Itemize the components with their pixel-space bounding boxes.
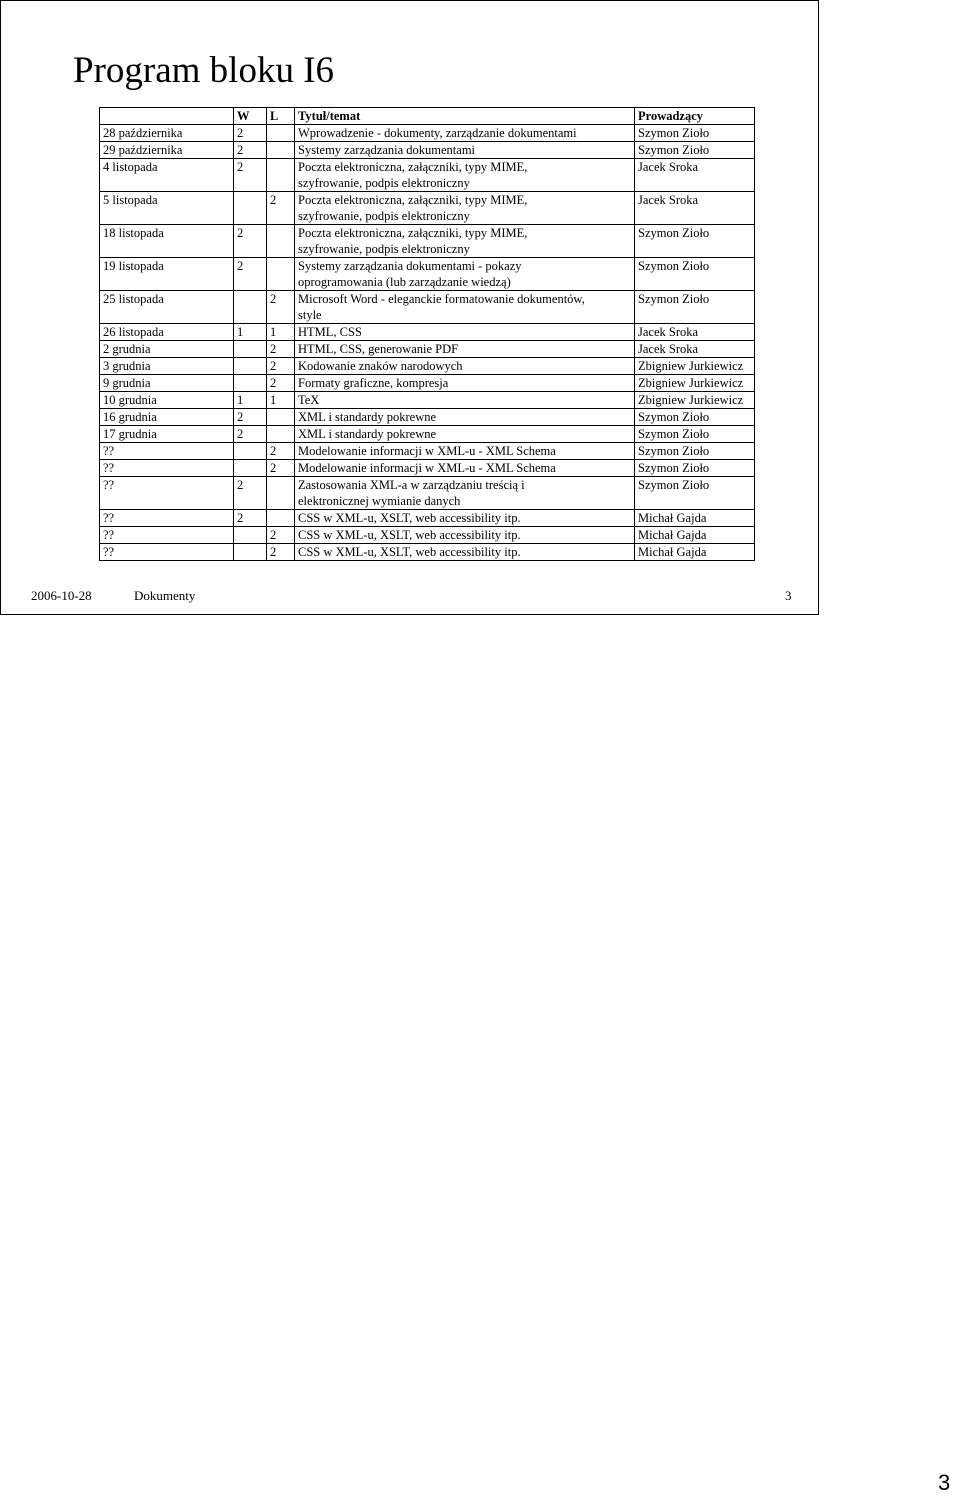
slide	[0, 0, 819, 615]
cell-date: ??	[100, 460, 234, 477]
cell-w: 2	[234, 510, 267, 527]
cell-date: 17 grudnia	[100, 426, 234, 443]
table-body	[100, 125, 755, 561]
cell-date: 2 grudnia	[100, 341, 234, 358]
cell-w: 2	[234, 125, 267, 142]
schedule-table	[99, 107, 755, 561]
cell-w: 2	[234, 159, 267, 192]
cell-lead: Szymon Zioło	[635, 125, 755, 142]
header-date	[100, 108, 234, 125]
cell-date: 4 listopada	[100, 159, 234, 192]
table-row	[100, 142, 755, 159]
table-header-row	[100, 108, 755, 125]
table-row	[100, 258, 755, 291]
topic-line-continued: szyfrowanie, podpis elektroniczny	[298, 242, 470, 256]
cell-topic	[295, 225, 635, 258]
cell-lead: Szymon Zioło	[635, 477, 755, 510]
table-row	[100, 125, 755, 142]
topic-line: Poczta elektroniczna, załączniki, typy MIME,	[298, 193, 528, 207]
cell-topic	[295, 527, 635, 544]
topic-line: Poczta elektroniczna, załączniki, typy MIME,	[298, 160, 528, 174]
table-row	[100, 192, 755, 225]
cell-l	[267, 142, 295, 159]
cell-l: 2	[267, 527, 295, 544]
cell-w	[234, 443, 267, 460]
cell-topic	[295, 258, 635, 291]
header-l: L	[267, 108, 295, 125]
cell-date: 5 listopada	[100, 192, 234, 225]
cell-date: 28 października	[100, 125, 234, 142]
cell-w: 2	[234, 142, 267, 159]
table-row	[100, 159, 755, 192]
cell-topic	[295, 358, 635, 375]
topic-line: Poczta elektroniczna, załączniki, typy MIME,	[298, 226, 528, 240]
cell-lead: Szymon Zioło	[635, 426, 755, 443]
cell-lead: Jacek Sroka	[635, 192, 755, 225]
cell-date: 16 grudnia	[100, 409, 234, 426]
cell-topic	[295, 125, 635, 142]
cell-date: 9 grudnia	[100, 375, 234, 392]
cell-l	[267, 426, 295, 443]
table-row	[100, 544, 755, 561]
cell-w	[234, 460, 267, 477]
cell-w	[234, 375, 267, 392]
cell-topic	[295, 477, 635, 510]
cell-lead: Zbigniew Jurkiewicz	[635, 375, 755, 392]
cell-l	[267, 258, 295, 291]
cell-lead: Michał Gajda	[635, 544, 755, 561]
topic-line-continued: oprogramowania (lub zarządzanie wiedzą)	[298, 275, 511, 289]
cell-lead: Jacek Sroka	[635, 159, 755, 192]
cell-l: 2	[267, 375, 295, 392]
topic-line: Microsoft Word - eleganckie formatowanie dokumentów,	[298, 292, 585, 306]
slide-title: Program bloku I6	[73, 50, 335, 91]
cell-w	[234, 358, 267, 375]
cell-date: 26 listopada	[100, 324, 234, 341]
cell-topic	[295, 544, 635, 561]
cell-w: 2	[234, 409, 267, 426]
topic-line: HTML, CSS, generowanie PDF	[298, 342, 459, 356]
topic-line: Formaty graficzne, kompresja	[298, 376, 449, 390]
topic-line-continued: szyfrowanie, podpis elektroniczny	[298, 176, 470, 190]
cell-lead: Szymon Zioło	[635, 142, 755, 159]
cell-topic	[295, 192, 635, 225]
cell-w: 2	[234, 225, 267, 258]
header-topic: Tytuł/temat	[295, 108, 635, 125]
cell-l: 2	[267, 341, 295, 358]
table-row	[100, 477, 755, 510]
footer-slide-number: 3	[785, 588, 792, 603]
cell-l	[267, 125, 295, 142]
table-row	[100, 375, 755, 392]
cell-l	[267, 510, 295, 527]
cell-l: 2	[267, 358, 295, 375]
cell-l	[267, 409, 295, 426]
table-row	[100, 324, 755, 341]
topic-line: Systemy zarządzania dokumentami - pokazy	[298, 259, 522, 273]
topic-line-continued: style	[298, 308, 322, 322]
cell-l: 1	[267, 392, 295, 409]
cell-topic	[295, 341, 635, 358]
table-row	[100, 409, 755, 426]
topic-line: Wprowadzenie - dokumenty, zarządzanie dokumentami	[298, 126, 577, 140]
topic-line: Modelowanie informacji w XML-u - XML Schema	[298, 461, 556, 475]
cell-lead: Jacek Sroka	[635, 324, 755, 341]
table-row	[100, 392, 755, 409]
cell-date: 3 grudnia	[100, 358, 234, 375]
cell-lead: Jacek Sroka	[635, 341, 755, 358]
topic-line-continued: elektronicznej wymianie danych	[298, 494, 461, 508]
cell-lead: Szymon Zioło	[635, 443, 755, 460]
cell-l: 2	[267, 192, 295, 225]
topic-line: TeX	[298, 393, 320, 407]
cell-l: 2	[267, 460, 295, 477]
topic-line: CSS w XML-u, XSLT, web accessibility itp.	[298, 545, 521, 559]
cell-lead: Szymon Zioło	[635, 409, 755, 426]
cell-l	[267, 477, 295, 510]
table-row	[100, 527, 755, 544]
cell-topic	[295, 324, 635, 341]
cell-topic	[295, 159, 635, 192]
cell-w: 2	[234, 258, 267, 291]
cell-lead: Zbigniew Jurkiewicz	[635, 358, 755, 375]
cell-w	[234, 291, 267, 324]
cell-lead: Szymon Zioło	[635, 291, 755, 324]
cell-date: ??	[100, 527, 234, 544]
cell-topic	[295, 409, 635, 426]
footer-title: Dokumenty	[134, 588, 196, 603]
cell-w: 1	[234, 324, 267, 341]
cell-w: 2	[234, 477, 267, 510]
cell-date: 29 października	[100, 142, 234, 159]
cell-topic	[295, 443, 635, 460]
cell-l: 1	[267, 324, 295, 341]
cell-date: 25 listopada	[100, 291, 234, 324]
cell-l: 2	[267, 443, 295, 460]
cell-lead: Szymon Zioło	[635, 460, 755, 477]
table-row	[100, 225, 755, 258]
topic-line: CSS w XML-u, XSLT, web accessibility itp.	[298, 528, 521, 542]
cell-l	[267, 159, 295, 192]
cell-w	[234, 527, 267, 544]
cell-w	[234, 544, 267, 561]
cell-lead: Michał Gajda	[635, 527, 755, 544]
table-row	[100, 291, 755, 324]
cell-w	[234, 192, 267, 225]
topic-line: XML i standardy pokrewne	[298, 410, 437, 424]
cell-topic	[295, 510, 635, 527]
table-row	[100, 460, 755, 477]
table-row	[100, 510, 755, 527]
cell-date: ??	[100, 510, 234, 527]
cell-l: 2	[267, 544, 295, 561]
cell-topic	[295, 375, 635, 392]
cell-lead: Szymon Zioło	[635, 225, 755, 258]
cell-date: ??	[100, 544, 234, 561]
cell-w	[234, 341, 267, 358]
cell-l: 2	[267, 291, 295, 324]
cell-lead: Zbigniew Jurkiewicz	[635, 392, 755, 409]
header-lead: Prowadzący	[635, 108, 755, 125]
topic-line: Modelowanie informacji w XML-u - XML Schema	[298, 444, 556, 458]
cell-date: 19 listopada	[100, 258, 234, 291]
table-row	[100, 358, 755, 375]
cell-lead: Michał Gajda	[635, 510, 755, 527]
table-row	[100, 341, 755, 358]
topic-line: Kodowanie znaków narodowych	[298, 359, 463, 373]
footer-date: 2006-10-28	[31, 588, 92, 603]
cell-topic	[295, 426, 635, 443]
cell-date: ??	[100, 443, 234, 460]
topic-line: Zastosowania XML-a w zarządzaniu treścią i	[298, 478, 525, 492]
header-w: W	[234, 108, 267, 125]
cell-topic	[295, 460, 635, 477]
topic-line: HTML, CSS	[298, 325, 362, 339]
page-number: 3	[938, 1470, 951, 1495]
cell-date: ??	[100, 477, 234, 510]
cell-topic	[295, 142, 635, 159]
topic-line: Systemy zarządzania dokumentami	[298, 143, 476, 157]
cell-w: 1	[234, 392, 267, 409]
cell-topic	[295, 392, 635, 409]
cell-lead: Szymon Zioło	[635, 258, 755, 291]
topic-line-continued: szyfrowanie, podpis elektroniczny	[298, 209, 470, 223]
table-row	[100, 426, 755, 443]
cell-w: 2	[234, 426, 267, 443]
cell-topic	[295, 291, 635, 324]
table-row	[100, 443, 755, 460]
topic-line: XML i standardy pokrewne	[298, 427, 437, 441]
cell-l	[267, 225, 295, 258]
cell-date: 18 listopada	[100, 225, 234, 258]
topic-line: CSS w XML-u, XSLT, web accessibility itp.	[298, 511, 521, 525]
cell-date: 10 grudnia	[100, 392, 234, 409]
